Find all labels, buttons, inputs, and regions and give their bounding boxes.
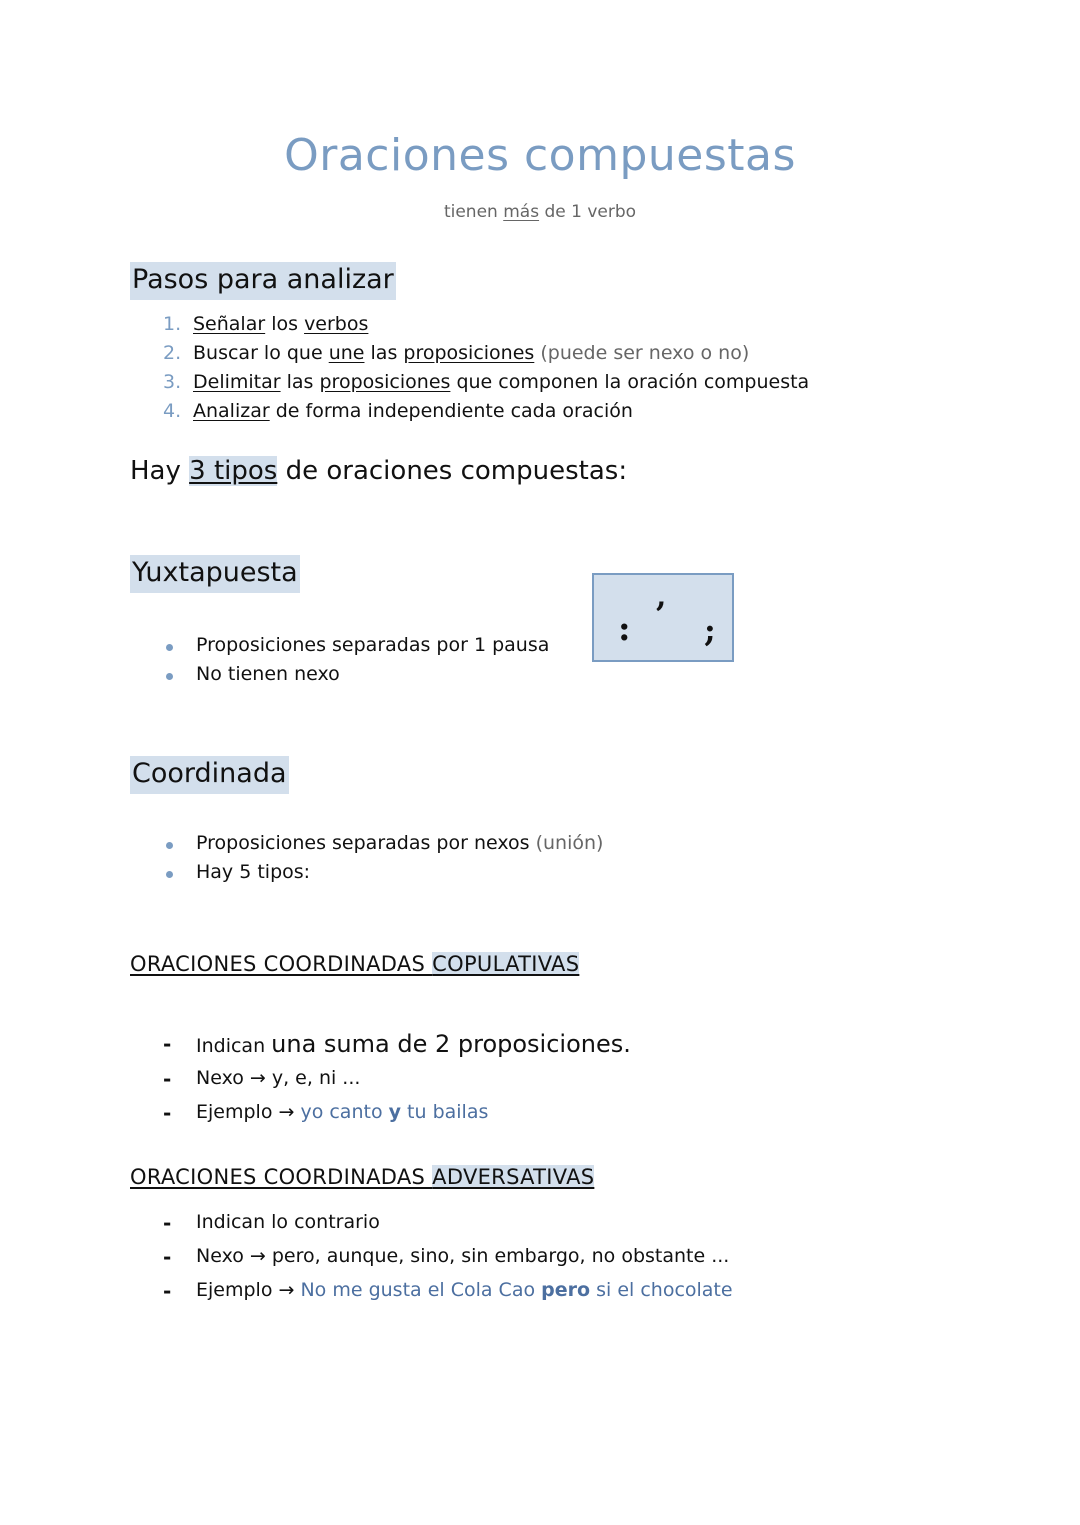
copulativas-indican-big: una suma de 2 proposiciones.	[271, 1030, 631, 1058]
step-number: 4.	[163, 400, 182, 422]
copulativas-indican	[196, 1030, 631, 1058]
copulativas-ejemplo-label: Ejemplo →	[196, 1101, 301, 1123]
step-number: 2.	[163, 342, 182, 364]
coordinada-bullet-1	[196, 832, 603, 854]
step-item	[163, 371, 809, 393]
step-text: verbos	[304, 313, 369, 335]
dash-icon: -	[163, 1101, 172, 1125]
section-heading-pasos: Pasos para analizar	[130, 262, 396, 300]
step-item	[163, 400, 633, 422]
section-heading-coordinada: Coordinada	[130, 756, 289, 794]
adversativas-nexo: Nexo → pero, aunque, sino, sin embargo, no obstante ...	[196, 1245, 730, 1267]
step-text: Analizar	[193, 400, 270, 422]
adversativas-heading-hl: ADVERSATIVAS	[432, 1165, 595, 1189]
page-title: Oraciones compuestas	[284, 130, 796, 181]
step-text: (puede ser nexo o no)	[534, 342, 750, 364]
tipos-sentence	[130, 456, 627, 486]
step-text: Delimitar	[193, 371, 281, 393]
adversativas-ejemplo-a: No me gusta el Cola Cao	[300, 1279, 542, 1301]
yuxtapuesta-bullet-1: Proposiciones separadas por 1 pausa	[196, 634, 550, 656]
adversativas-indican: Indican lo contrario	[196, 1211, 380, 1233]
copulativas-ejemplo	[196, 1101, 488, 1123]
tipos-post: de oraciones compuestas:	[277, 456, 628, 486]
step-text: proposiciones	[319, 371, 451, 393]
coordinada-bullet-1-extra: (unión)	[529, 832, 604, 854]
step-text: los	[265, 313, 305, 335]
dash-icon: -	[163, 1211, 172, 1235]
comma-mark: ,	[656, 579, 667, 614]
adversativas-heading	[130, 1165, 594, 1189]
subtitle-underlined: más	[503, 202, 540, 222]
bullet-icon	[166, 842, 173, 849]
adversativas-ejemplo	[196, 1279, 733, 1301]
bullet-icon	[166, 673, 173, 680]
yuxtapuesta-bullet-2: No tienen nexo	[196, 663, 340, 685]
tipos-highlight: 3 tipos	[189, 456, 278, 486]
dash-icon: -	[163, 1279, 172, 1303]
semicolon-mark: ;	[704, 611, 716, 649]
step-number: 3.	[163, 371, 182, 393]
dash-icon: -	[163, 1245, 172, 1269]
bullet-icon	[166, 871, 173, 878]
adversativas-ejemplo-c: si el chocolate	[590, 1279, 733, 1301]
adversativas-heading-pre: ORACIONES COORDINADAS	[130, 1165, 433, 1189]
step-text: Señalar	[193, 313, 266, 335]
adversativas-ejemplo-label: Ejemplo →	[196, 1279, 301, 1301]
copulativas-indican-small: Indican	[196, 1035, 272, 1057]
copulativas-nexo: Nexo → y, e, ni ...	[196, 1067, 361, 1089]
step-text: las	[364, 342, 404, 364]
dash-icon: -	[163, 1067, 172, 1091]
punctuation-box	[592, 573, 734, 662]
dash-icon: -	[163, 1032, 172, 1056]
bullet-icon	[166, 644, 173, 651]
step-text: une	[328, 342, 365, 364]
copulativas-heading	[130, 952, 579, 976]
page-subtitle	[0, 202, 1080, 222]
step-text: que componen la oración compuesta	[450, 371, 810, 393]
coordinada-bullet-1-main: Proposiciones separadas por nexos	[196, 832, 530, 854]
step-number: 1.	[163, 313, 182, 335]
subtitle-pre: tienen	[443, 202, 504, 222]
tipos-pre: Hay	[130, 456, 190, 486]
subtitle-post: de 1 verbo	[539, 202, 637, 222]
step-text: de forma independiente cada oración	[269, 400, 633, 422]
copulativas-ejemplo-c: tu bailas	[401, 1101, 489, 1123]
step-text: proposiciones	[403, 342, 535, 364]
copulativas-ejemplo-nexo: y	[388, 1101, 401, 1123]
step-text: las	[280, 371, 320, 393]
step-item	[163, 342, 749, 364]
copulativas-heading-pre: ORACIONES COORDINADAS	[130, 952, 433, 976]
copulativas-heading-hl: COPULATIVAS	[432, 952, 580, 976]
section-heading-yuxtapuesta: Yuxtapuesta	[130, 555, 300, 593]
step-item	[163, 313, 368, 335]
adversativas-ejemplo-nexo: pero	[541, 1279, 591, 1301]
copulativas-ejemplo-a: yo canto	[300, 1101, 389, 1123]
coordinada-bullet-2: Hay 5 tipos:	[196, 861, 311, 883]
step-text: Buscar lo que	[193, 342, 329, 364]
colon-mark: :	[618, 609, 631, 649]
